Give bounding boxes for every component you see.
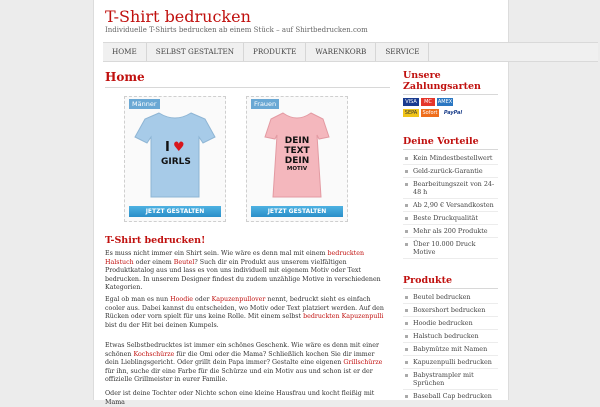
product-label[interactable]: Kapuzenpulli bedrucken [413, 358, 492, 366]
section-title: T-Shirt bedrucken! [105, 235, 206, 246]
product-label[interactable]: Babymütze mit Namen [413, 345, 488, 353]
product-link[interactable] [403, 356, 498, 369]
bullet-icon [405, 374, 408, 377]
main-content [105, 70, 390, 406]
product-link[interactable] [403, 291, 498, 304]
advantage-item [403, 212, 498, 225]
text: oder einem [133, 258, 174, 266]
nav-warenkorb[interactable]: WARENKORB [306, 43, 376, 61]
bullet-icon [405, 204, 408, 207]
women-shirt-image [255, 107, 339, 203]
link-beutel[interactable]: Beutel [173, 258, 195, 266]
main-nav [103, 42, 598, 62]
products-title: Produkte [403, 275, 453, 286]
site-tagline: Individuelle T-Shirts bedrucken ab einem Stück – auf Shirtbedrucken.com [105, 26, 368, 34]
product-link[interactable] [403, 343, 498, 356]
bullet-icon [405, 348, 408, 351]
women-design-button[interactable]: JETZT GESTALTEN [251, 206, 343, 217]
product-label[interactable]: Boxershort bedrucken [413, 306, 486, 314]
nav-selbst-gestalten[interactable]: SELBST GESTALTEN [147, 43, 244, 61]
divider [403, 94, 498, 95]
product-label[interactable]: Halstuch bedrucken [413, 332, 479, 340]
bullet-icon [405, 309, 408, 312]
text: nennt, bedruckt sieht es einfach cooler aus. Dabei kannst du entscheiden, wo Motiv oder Text platziert werden. Auf den Rücken oder vorn spielt für uns keine Rolle. Mit einem selbst [105, 296, 384, 321]
men-card-label: Männer [129, 99, 160, 109]
bullet-icon [405, 243, 408, 246]
bullet-icon [405, 183, 408, 186]
advantage-label: Beste Druckqualität [413, 214, 478, 222]
payment-title: Unsere Zahlungsarten [403, 70, 481, 92]
product-label[interactable]: Baseball Cap bedrucken [413, 392, 492, 400]
bullet-icon [405, 335, 408, 338]
advantage-item [403, 199, 498, 212]
paragraph-1 [105, 250, 390, 293]
shirt-cards [122, 96, 372, 220]
advantage-label: Geld-zurück-Garantie [413, 167, 483, 175]
text: bist du der Hit bei deinen Kumpels. [105, 321, 219, 329]
link-halstuch[interactable]: bedruckten Halstuch [105, 250, 365, 266]
shirt-text-i: I [165, 140, 170, 155]
link-grillschuerze[interactable]: Grillschürze [343, 359, 383, 367]
nav-home[interactable]: HOME [103, 43, 147, 61]
shirt-text-girls: GIRLS [161, 157, 191, 167]
shirt-text-line3: DEIN [284, 156, 310, 166]
product-label[interactable]: Babystrampler mit Sprüchen [413, 371, 474, 387]
bullet-icon [405, 230, 408, 233]
shirt-text-line1: DEIN [284, 136, 310, 146]
advantage-label: Ab 2,90 € Versandkosten [413, 201, 494, 209]
paragraph-4 [105, 390, 390, 407]
advantage-item [403, 238, 498, 259]
advantage-item [403, 152, 498, 165]
advantages-title: Deine Vorteile [403, 136, 479, 147]
text: ? Such dir ein Produkt aus unserem vielfältigen Produktkatalog aus und lass es von uns individuell mit eigenem Motiv oder Text bedrucken. In unserem Designer findest du zudem unzählige Motive in verschiedenen Kategorien. [105, 258, 381, 292]
bullet-icon [405, 395, 408, 398]
heart-icon: ♥ [173, 140, 185, 155]
bullet-icon [405, 296, 408, 299]
bullet-icon [405, 361, 408, 364]
product-link[interactable] [403, 390, 498, 403]
payment-methods [403, 98, 473, 120]
men-shirt-card[interactable] [124, 96, 226, 222]
advantages-list [403, 152, 498, 259]
link-kochschuerze[interactable]: Kochschürze [133, 350, 175, 358]
bullet-icon [405, 322, 408, 325]
advantage-label: Kein Mindestbestellwert [413, 154, 493, 162]
product-link[interactable] [403, 369, 498, 390]
amex-icon: AMEX [437, 99, 453, 105]
advantage-label: Mehr als 200 Produkte [413, 227, 488, 235]
divider [403, 288, 498, 289]
advantage-item [403, 178, 498, 199]
text: für ihn, suche dir eine Farbe für die Schürze und ein Motiv aus und schon ist er der offizielle Grillmeister in eurer Familie. [105, 367, 373, 384]
product-link[interactable] [403, 330, 498, 343]
text: für die Omi oder die Mama? Schließlich kochen Sie dir immer dein Lieblingsgericht. Oder grillt dein Papa immer? Gestalte eine eigenen [105, 350, 375, 367]
page-title: Home [105, 70, 390, 88]
link-kapuzenpulli[interactable]: bedruckten Kapuzenpulli [303, 313, 384, 321]
link-hoodie[interactable]: Hoodie [170, 296, 193, 303]
paypal-icon: PayPal [441, 109, 465, 117]
product-label[interactable]: Hoodie bedrucken [413, 319, 473, 327]
product-link[interactable] [403, 304, 498, 317]
men-shirt-image [133, 107, 217, 203]
women-shirt-card[interactable] [246, 96, 348, 222]
men-design-button[interactable]: JETZT GESTALTEN [129, 206, 221, 217]
paragraph-3 [105, 342, 390, 385]
shirt-text-line4: MOTIV [286, 166, 308, 172]
sepa-icon: SEPA [404, 110, 418, 116]
sofort-icon: Sofort [422, 110, 438, 116]
paragraph-2 [105, 296, 390, 330]
sidebar [403, 70, 498, 403]
divider [403, 149, 498, 150]
product-link[interactable] [403, 317, 498, 330]
bullet-icon [405, 157, 408, 160]
bullet-icon [405, 170, 408, 173]
products-list [403, 291, 498, 403]
women-card-label: Frauen [251, 99, 279, 109]
text: Oder ist deine Tochter oder Nichte schon eine kleine Hausfrau und kocht fleißig mit Mama [105, 390, 375, 406]
text: Es muss nicht immer ein Shirt sein. Wie wäre es denn mal mit einem [105, 250, 328, 257]
nav-produkte[interactable]: PRODUKTE [244, 43, 306, 61]
bullet-icon [405, 217, 408, 220]
advantage-item [403, 225, 498, 238]
advantage-item [403, 165, 498, 178]
advantage-label: Bearbeitungszeit von 24-48 h [413, 180, 495, 196]
visa-icon: VISA [403, 98, 419, 106]
site-title[interactable]: T-Shirt bedrucken [105, 7, 251, 26]
text: Etwas Selbstbedrucktes ist immer ein schönes Geschenk. Wie wäre es denn mit einer schönen [105, 342, 379, 358]
mastercard-icon: MC [421, 98, 435, 106]
shirt-text-line2: TEXT [284, 146, 310, 156]
nav-service[interactable]: SERVICE [376, 43, 429, 61]
link-kapuzenpullover[interactable]: Kapuzenpullover [211, 296, 266, 303]
product-label[interactable]: Beutel bedrucken [413, 293, 471, 301]
text: Egal ob man es nun [105, 296, 171, 303]
text: oder [193, 296, 212, 303]
advantage-label: Über 10.000 Druck Motive [413, 240, 476, 256]
